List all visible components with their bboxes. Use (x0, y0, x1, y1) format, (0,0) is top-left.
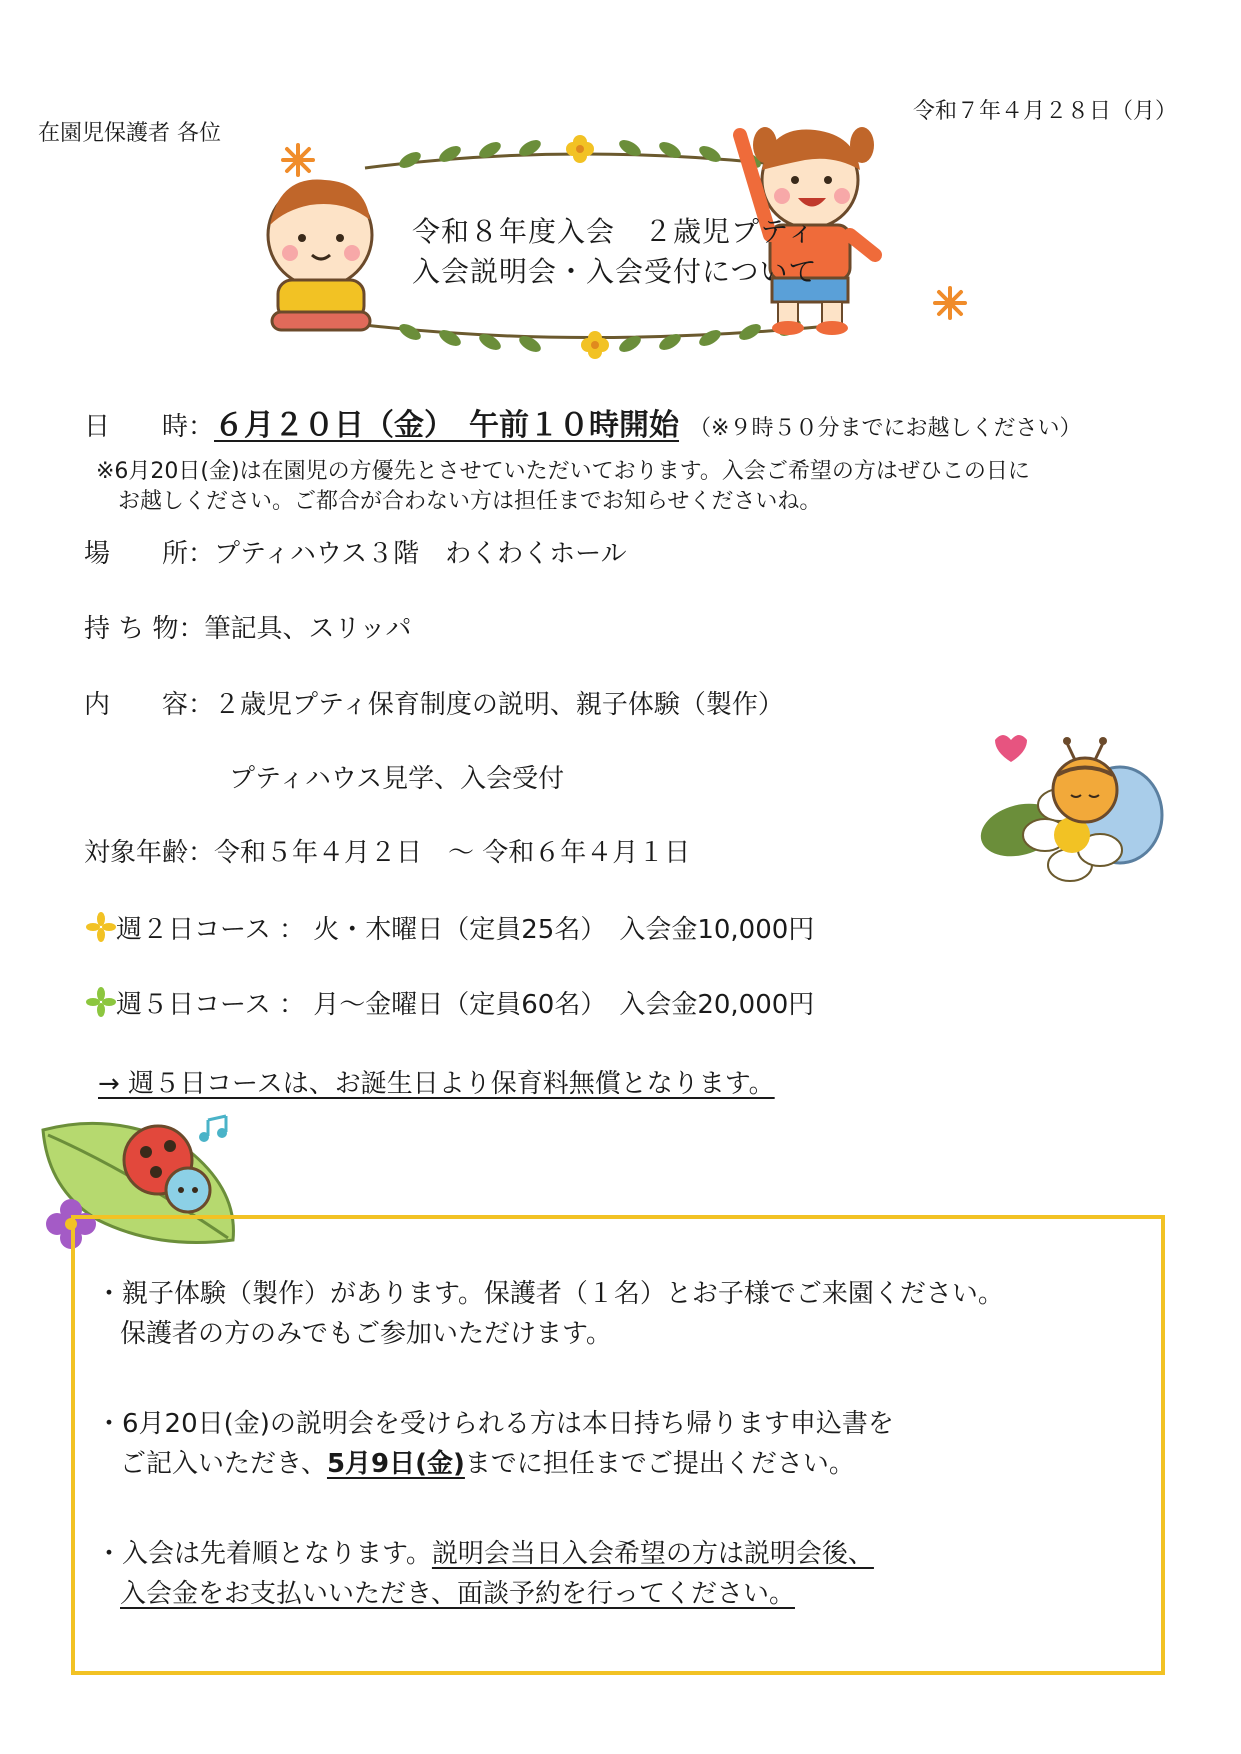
priority-note-line-2: お越しください。ご都合が合わない方は担任までお知らせくださいね。 (118, 489, 822, 514)
notice-3-line-1 (96, 1533, 874, 1570)
child-left-illustration (268, 180, 372, 330)
green-sparkle-icon (86, 987, 116, 1017)
place-value: プティハウス３階 わくわくホール (214, 539, 627, 569)
content-row (84, 684, 784, 721)
datetime-label: 日 時： (84, 412, 215, 442)
content-value-2: プティハウス見学、入会受付 (229, 764, 565, 794)
issue-date: 令和７年４月２８日（月） (913, 99, 1178, 124)
bottom-vine (365, 325, 840, 338)
datetime-value: ６月２０日（金） 午前１０時開始 (214, 408, 680, 443)
age-row (84, 832, 690, 869)
course-2day-row (86, 909, 814, 946)
recipient-line: 在園児保護者 各位 (38, 121, 221, 146)
place-label: 場 所： (84, 539, 215, 569)
arrival-note: （※９時５０分までにお越しください） (689, 416, 1082, 441)
notice-2-text-post: までに担任までご提出ください。 (464, 1449, 855, 1479)
notice-2-line-1: ・6月20日(金)の説明会を受けられる方は本日持ち帰ります申込書を (96, 1409, 894, 1439)
content-label: 内 容： (84, 690, 215, 720)
bee-flower-illustration (975, 735, 1195, 895)
bottom-flower-icon (581, 331, 609, 359)
age-label: 対象年齢： (84, 838, 215, 868)
age-value: 令和５年４月２日 ～ 令和６年４月１日 (214, 838, 691, 868)
priority-note-line-1: ※6月20日(金)は在園児の方優先とさせていただいております。入会ご希望の方はぜひこの日に (96, 459, 1030, 484)
course-5day-note: → 週５日コースは、お誕生日より保育料無償となります。 (98, 1069, 775, 1099)
items-value: 筆記具、スリッパ (204, 614, 412, 644)
course-5day-text: 週５日コース ： 月～金曜日（定員60名） 入会金20,000円 (116, 990, 815, 1020)
deadline-date: 5月9日(金) (326, 1449, 465, 1479)
course-5day-row (86, 984, 814, 1021)
items-row (84, 608, 412, 645)
notice-3-line-2: 入会金をお支払いいただき、面談予約を行ってください。 (120, 1579, 795, 1609)
yellow-sparkle-icon (86, 912, 116, 942)
datetime-row (84, 400, 1081, 444)
notice-2-text-pre: ご記入いただき、 (120, 1449, 327, 1479)
content-value-1: ２歳児プティ保育制度の説明、親子体験（製作） (214, 690, 784, 720)
sparkle-right-icon (935, 288, 965, 318)
top-flower-icon (566, 135, 594, 163)
notice-3-text-underlined: 説明会当日入会希望の方は説明会後、 (431, 1539, 874, 1569)
notice-3-text-pre: ・入会は先着順となります。 (96, 1539, 432, 1569)
heart-icon (995, 735, 1027, 762)
sparkle-left-icon (283, 145, 313, 175)
place-row (84, 533, 627, 570)
notice-1-line-1: ・親子体験（製作）があります。保護者（１名）とお子様でご来園ください。 (96, 1279, 1004, 1309)
title-line-2: 入会説明会・入会受付について (412, 255, 818, 288)
notice-2-line-2 (120, 1443, 855, 1480)
music-note-icon (199, 1116, 227, 1142)
notice-1-line-2: 保護者の方のみでもご参加いただけます。 (120, 1319, 612, 1349)
course-2day-text: 週２日コース ： 火・木曜日（定員25名） 入会金10,000円 (116, 915, 815, 945)
title-line-1: 令和８年度入会 ２歳児プティ (412, 215, 816, 248)
items-label: 持 ち 物： (84, 614, 205, 644)
